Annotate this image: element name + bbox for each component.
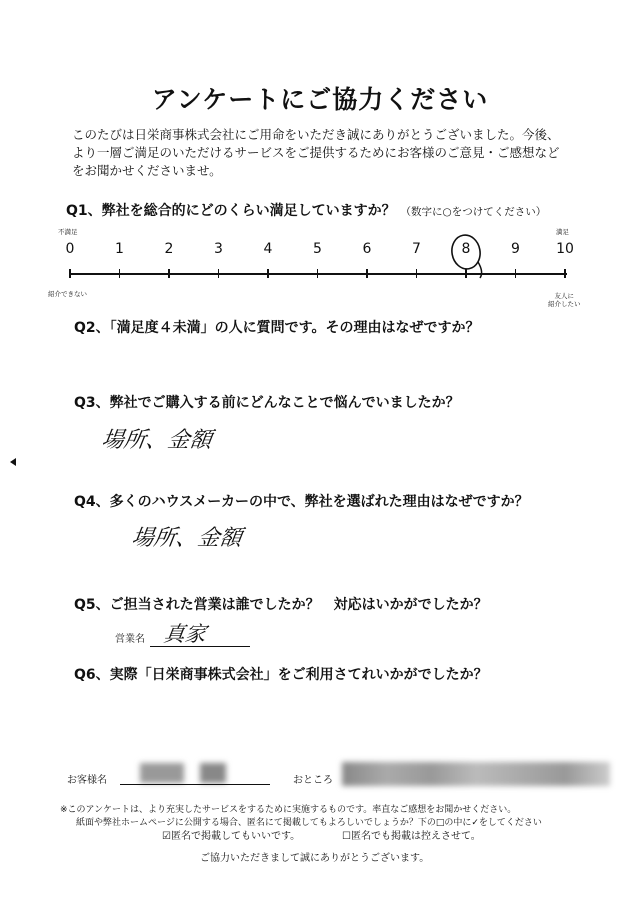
staff-label: 営業名 — [115, 634, 145, 645]
checkbox-icon[interactable]: ☐ — [342, 831, 351, 842]
q1-note: （数字に○をつけてください） — [400, 206, 547, 218]
intro-line: より一層ご満足のいただけるサービスをご提供するためにお客様のご意見・ご感想など — [72, 145, 560, 160]
option-yes — [162, 830, 300, 843]
q1-text: Q1、弊社を総合的にどのくらい満足していますか？ — [66, 203, 396, 219]
q4-question: Q4、多くのハウスメーカーの中で、弊社を選ばれた理由はなぜですか？ — [74, 494, 529, 510]
redacted-name — [140, 763, 184, 783]
scale-number-8[interactable]: 8 — [461, 241, 471, 257]
q6-question: Q6、実際「日栄商事株式会社」をご利用さてれいかがでしたか？ — [74, 667, 488, 683]
scale-bottom-right — [548, 292, 581, 308]
staff-answer: 真家 — [162, 622, 208, 646]
option-no — [342, 830, 481, 843]
scale-number-3[interactable]: 3 — [214, 241, 223, 257]
q3-answer: 場所、金額 — [99, 428, 214, 453]
checkbox-checked-icon[interactable]: ☑ — [162, 831, 171, 842]
name-underline — [120, 784, 270, 785]
footer-note: 紙面や弊社ホームページに公開する場合、匿名にて掲載してもよろしいでしょうか？下の□の中に✓をしてください — [76, 818, 542, 828]
customer-name-label: お客様名 — [67, 775, 107, 786]
q5-question: Q5、ご担当された営業は誰でしたか？ 対応はいかがでしたか？ — [74, 597, 488, 613]
scale-label-left: 不満足 — [58, 228, 78, 236]
scale-number-7[interactable]: 7 — [412, 241, 421, 257]
scale-number-10[interactable]: 10 — [556, 241, 574, 257]
scale-number-2[interactable]: 2 — [164, 241, 174, 257]
footer-note: ※このアンケートは、より充実したサービスをするために実施するものです。率直なご感想をお聞かせください。 — [60, 805, 517, 815]
page-title: アンケートにご協力ください — [151, 85, 489, 114]
scale-number-4[interactable]: 4 — [263, 241, 273, 257]
scale-number-9[interactable]: 9 — [511, 241, 520, 257]
staff-underline — [150, 646, 250, 647]
scale-number-0[interactable]: 0 — [65, 241, 75, 257]
scale-bottom-right-line: 友人に — [554, 292, 574, 300]
intro-line: をお聞かせくださいませ。 — [72, 163, 222, 178]
thanks-text: ご協力いただきまして誠にありがとうございます。 — [200, 853, 430, 864]
scale-number-6[interactable]: 6 — [362, 241, 372, 257]
address-label: おところ — [293, 775, 333, 786]
q4-answer: 場所、金額 — [129, 526, 244, 551]
option-no-label: 匿名でも掲載は控えさせて。 — [350, 831, 481, 842]
scale-number-5[interactable]: 5 — [313, 241, 322, 257]
scale-bottom-left: 紹介できない — [48, 290, 87, 298]
intro-line: このたびは日栄商事株式会社にご用命をいただき誠にありがとうございました。今後、 — [72, 127, 560, 142]
redacted-name — [200, 763, 226, 783]
scale-number-1[interactable]: 1 — [115, 241, 124, 257]
q2-question: Q2、「満足度４未満」の人に質問です。その理由はなぜですか？ — [74, 320, 480, 336]
q3-question: Q3、弊社でご購入する前にどんなことで悩んでいましたか？ — [74, 395, 460, 411]
redacted-address — [342, 762, 610, 786]
scale-label-right: 満足 — [556, 228, 569, 236]
option-yes-label: 匿名で掲載してもいいです。 — [170, 831, 301, 842]
left-marker-icon — [10, 458, 16, 466]
scale-bottom-right-line: 紹介したい — [548, 300, 581, 308]
